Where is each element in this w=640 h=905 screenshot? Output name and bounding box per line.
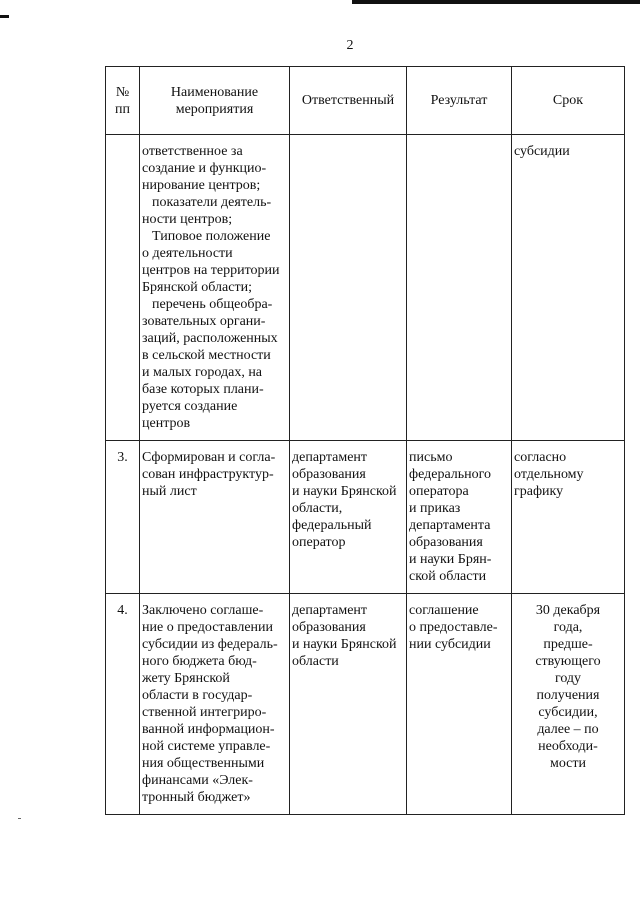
scan-edge-mark — [0, 15, 9, 18]
result-cell — [407, 135, 512, 441]
activity-name: Заключено соглаше- ние о предоставлении субсидии из федераль- ного бюджета бюд- жету Брянской области в государ- ственной интегриро- ванной информацион- ной системе управле- ния общественными финансами «Элек- тронный бюджет» — [140, 594, 290, 815]
header-num: № пп — [106, 67, 140, 135]
header-responsible: Ответственный — [290, 67, 407, 135]
result-cell: соглашение о предоставле- нии субсидии — [407, 594, 512, 815]
header-deadline: Срок — [512, 67, 625, 135]
result-cell: письмо федерального оператора и приказ департамента образования и науки Брян- ской области — [407, 441, 512, 594]
deadline-cell: субсидии — [512, 135, 625, 441]
page-number: 2 — [346, 38, 354, 53]
responsible-cell: департамент образования и науки Брянской области, федеральный оператор — [290, 441, 407, 594]
table-row — [106, 594, 625, 815]
row-number — [106, 135, 140, 441]
table-row — [106, 135, 625, 441]
responsible-cell — [290, 135, 407, 441]
responsible-cell: департамент образования и науки Брянской области — [290, 594, 407, 815]
header-result: Результат — [407, 67, 512, 135]
deadline-cell: 30 декабря года, предше- ствующего году получения субсидии, далее – по необходи- мости — [512, 594, 625, 815]
row-number: 4. — [106, 594, 140, 815]
deadline-cell: согласно отдельному графику — [512, 441, 625, 594]
header-name: Наименование мероприятия — [140, 67, 290, 135]
scan-speck — [18, 818, 21, 819]
table-header-row — [106, 67, 625, 135]
scan-border-mark — [352, 0, 640, 4]
activities-table — [105, 66, 625, 815]
activity-name: ответственное за создание и функцио- нирование центров; показатели деятель- ности центров; Типовое положение о деятельности центров на территории Брянской области; перечень общеобра- зовательных органи- заций, расположенных в сельской местности и малых городах, на базе которых плани- руется создание центров — [140, 135, 290, 441]
activity-name: Сформирован и согла- сован инфраструктур- ный лист — [140, 441, 290, 594]
row-number: 3. — [106, 441, 140, 594]
table-row — [106, 441, 625, 594]
